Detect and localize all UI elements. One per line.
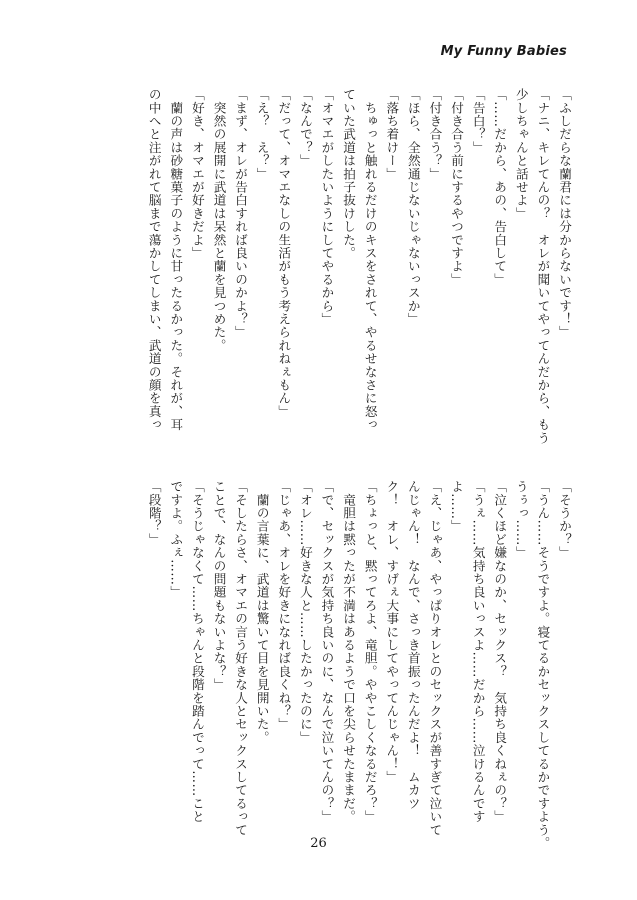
text-line: 「付き合う前にするやつですよ」 xyxy=(449,88,465,286)
text-line: 蘭の声は砂糖菓子のように甘ったるかった。それが、耳 xyxy=(168,88,184,432)
text-line: んじゃん！ なんで、さっき首振ったんだよ！ ムカツ xyxy=(405,480,421,810)
text-line: 「え、じゃあ、やっぱりオレとのセックスが善すぎて泣いて xyxy=(427,480,443,837)
text-line: 「ちょっと、黙ってろよ、竜胆。ややこしくなるだろ？」 xyxy=(362,480,378,824)
text-line: 蘭の言葉に、武道は驚いて目を見開いた。 xyxy=(254,480,270,744)
text-line: 「好き、オマエが好きだよ」 xyxy=(189,88,205,260)
text-block-lower xyxy=(75,480,575,850)
text-line: 「なんで？」 xyxy=(297,88,313,168)
text-line: 「え？ え？」 xyxy=(254,88,270,181)
text-line: 「段階？」 xyxy=(146,480,162,546)
text-line: 少しちゃんと話せよ」 xyxy=(513,88,529,220)
text-line: 「告白？」 xyxy=(470,88,486,154)
text-line: 「で、セックスが気持ち良いのに、なんで泣いてんの？」 xyxy=(319,480,335,824)
text-line: ていた武道は拍子抜けした。 xyxy=(341,88,357,260)
text-line: 「泣くほど嫌なのか、セックス？ 気持ち良くねぇの？」 xyxy=(492,480,508,824)
text-line: ちゅっと触れるだけのキスをされて、やるせなさに怒っ xyxy=(362,88,378,432)
text-line: ク！ オレ、すげぇ大事にしてやってんじゃん！」 xyxy=(384,480,400,784)
text-line: 「うぇ……気持ち良いっスよ……だから……泣けるんです xyxy=(470,480,486,824)
text-line: 「……だから、あの、告白して」 xyxy=(492,88,508,286)
text-line: よ……」 xyxy=(449,480,465,533)
text-line: 「まず、オレが告白すれば良いのかよ？」 xyxy=(233,88,249,339)
running-header-title: My Funny Babies xyxy=(440,44,567,59)
text-line: 突然の展開に武道は呆然と蘭を見つめた。 xyxy=(211,88,227,352)
text-line: うぅっ……」 xyxy=(513,480,529,560)
text-line: 「オマエがしたいようにしてやるから」 xyxy=(319,88,335,326)
text-line: 「ほら、全然通じないじゃないっスか」 xyxy=(405,88,421,326)
text-line: 「じゃあ、オレを好きになれば良くね？」 xyxy=(276,480,292,731)
text-line: 「ナニ、キレてんの？ オレが聞いてやってんだから、もう xyxy=(535,88,551,445)
text-line: 「付き合う？」 xyxy=(427,88,443,181)
text-line: 「だって、オマエなしの生活がもう考えられねぇもん」 xyxy=(276,88,292,418)
text-block-upper xyxy=(75,88,575,458)
text-line: 「ふしだらな蘭君には分からないです！」 xyxy=(557,88,572,339)
text-line: 「そうか？」 xyxy=(557,480,572,560)
text-line: 「オレ……好きな人と……したかったのに」 xyxy=(297,480,313,744)
page-number: 26 xyxy=(310,836,327,851)
text-line: 「落ち着けー」 xyxy=(384,88,400,181)
text-line: 「うん……そうですよ。寝てるかセックスしてるかですよう。 xyxy=(535,480,551,850)
text-line: 「そしたらさ、オマエの言う好きな人とセックスしてるって xyxy=(233,480,249,837)
text-line: 竜胆は黙ったが不満はあるようで口を尖らせたままだ。 xyxy=(341,480,357,824)
text-line: の中へと注がれて脳まで蕩かしてしまい、武道の顔を真っ xyxy=(146,88,162,432)
text-line: 「そうじゃなくて……ちゃんと段階を踏んでって……こと xyxy=(189,480,205,824)
text-line: ですよ。ふぇ……」 xyxy=(168,480,184,599)
text-line: ことで、なんの問題もないよな？」 xyxy=(211,480,227,692)
